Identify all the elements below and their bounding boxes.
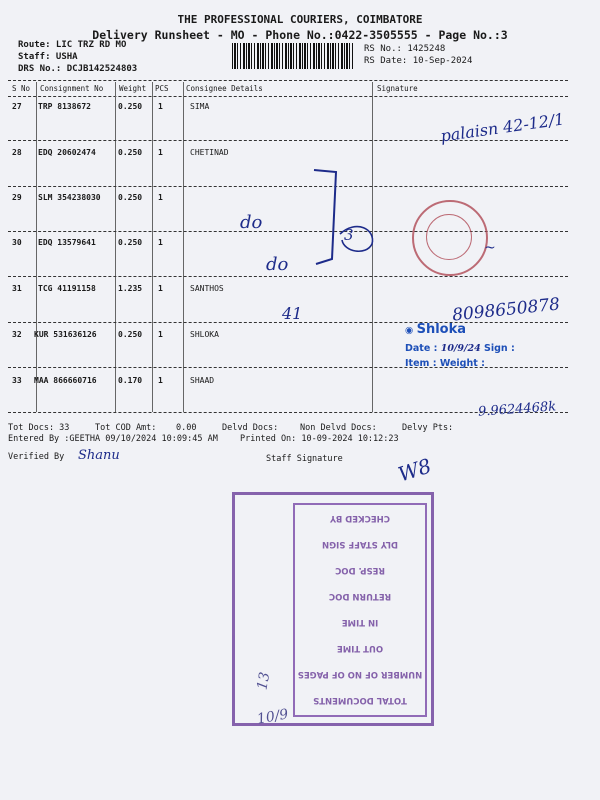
row-rule [8,186,568,187]
row-consignee: SIMA [190,102,210,111]
table-top-rule [8,80,568,81]
stamp-label: NUMBER OF NO OF PAGES [297,669,423,679]
row-pcs: 1 [158,102,163,111]
delivery-points: Delvy Pts: [402,423,454,433]
row-weight: 0.250 [118,193,143,202]
row-rule [8,276,568,277]
row-sno: 27 [12,102,22,111]
total-cod-value: 0.00 [176,423,197,433]
drs-number: DRS No.: DCJB142524803 [18,64,138,74]
row-sno: 31 [12,284,22,293]
handwritten-ditto-1: do [240,212,263,233]
verified-by-label: Verified By [8,452,65,462]
company-title: THE PROFESSIONAL COURIERS, COIMBATORE [177,13,423,26]
stamp-label: CHECKED BY [330,513,390,523]
handwritten-signature-row27: palaisn 42-12/1 [439,109,566,146]
shloka-date-label: Date : [405,343,438,354]
col-header-signature: Signature [377,84,418,93]
entered-by: Entered By :GEETHA 09/10/2024 10:09:45 AM [8,434,218,444]
col-header-sno: S No [12,84,31,93]
staff-label: Staff: USHA [18,52,78,62]
row-pcs: 1 [158,284,163,293]
shloka-sign-label: Sign : [484,343,515,354]
stamp-label: TOTAL DOCUMENTS [313,695,407,705]
stamp-handwritten-date: 10/9 [255,706,290,728]
handwritten-phone-2: 9.9624468k [477,399,557,420]
row-consignment: SLM 354238030 [38,193,101,202]
row-consignment: EDQ 13579641 [38,238,96,247]
row-consignee: CHETINAD [190,148,229,157]
col-divider [36,82,37,412]
col-divider [115,82,116,412]
header-rule [8,96,568,97]
delivered-docs: Delvd Docs: [222,423,279,433]
printed-on: Printed On: 10-09-2024 10:12:23 [240,434,399,444]
shloka-logo-icon: ◉ [405,325,417,336]
total-cod-label: Tot COD Amt: [95,423,157,433]
stamp-handwritten-count: 13 [254,670,274,692]
runsheet-subtitle: Delivery Runsheet - MO - Phone No.:0422-3505555 - Page No.:3 [92,28,508,42]
row-consignee: SHLOKA [190,330,219,339]
col-header-pcs: PCS [155,84,169,93]
handwritten-verified-signature: Shanu [78,448,120,463]
row-weight: 0.250 [118,102,143,111]
rs-date: RS Date: 10-Sep-2024 [364,56,473,66]
row-sno: 32 [12,330,22,339]
row-consignment: KUR 531636126 [34,330,97,339]
handwritten-staff-signature: W8 [395,453,435,487]
col-divider [152,82,153,412]
row-pcs: 1 [158,376,163,385]
row-weight: 0.170 [118,376,143,385]
stamp-grid [293,503,427,717]
handwritten-row31: 41 [282,304,303,323]
route-label: Route: LIC TRZ RD MO [18,40,127,50]
col-header-weight: Weight [119,84,147,93]
total-docs: Tot Docs: 33 [8,423,70,433]
row-consignment: MAA 866660716 [34,376,97,385]
handwritten-bracket-mark [296,164,386,274]
stamp-label: DLY STAFF SIGN [321,539,399,549]
handwritten-ditto-2: do [266,254,289,275]
stamp-label: OUT TIME [336,643,384,653]
row-pcs: 1 [158,330,163,339]
row-weight: 1.235 [118,284,143,293]
shloka-brand: Shloka [416,322,467,337]
row-pcs: 1 [158,193,163,202]
row-weight: 0.250 [118,330,143,339]
row-consignment: EDQ 20602474 [38,148,96,157]
staff-signature-label: Staff Signature [266,454,343,464]
col-divider [183,82,184,412]
shloka-weight-label: Weight : [439,358,485,369]
stamp-label: RETURN DOC [328,591,392,601]
delivery-check-stamp [232,492,434,726]
shloka-item-label: Item : [405,358,437,369]
col-header-consignment: Consignment No [40,84,104,93]
shloka-date-value: 10/9/24 [440,343,481,354]
handwritten-seal-sign: ~ [484,240,496,256]
shloka-stamp [405,322,595,369]
row-pcs: 1 [158,148,163,157]
row-sno: 33 [12,376,22,385]
row-weight: 0.250 [118,238,143,247]
row-weight: 0.250 [118,148,143,157]
row-consignment: TCG 41191158 [38,284,96,293]
barcode [232,43,354,69]
row-sno: 28 [12,148,22,157]
stamp-label: RESP. DOC [335,565,385,575]
company-seal-icon [412,200,488,276]
handwritten-phone-1: 8098650878 [451,294,561,326]
row-pcs: 1 [158,238,163,247]
stamp-label: IN TIME [341,617,379,627]
non-delivered-docs: Non Delvd Docs: [300,423,377,433]
row-rule [8,140,568,141]
row-consignee: SHAAD [190,376,215,385]
row-consignment: TRP 8138672 [38,102,91,111]
row-consignee: SANTHOS [190,284,224,293]
row-sno: 30 [12,238,22,247]
handwritten-number: 3 [344,226,354,244]
rs-number: RS No.: 1425248 [364,44,446,54]
row-sno: 29 [12,193,22,202]
col-header-consignee: Consignee Details [186,84,263,93]
